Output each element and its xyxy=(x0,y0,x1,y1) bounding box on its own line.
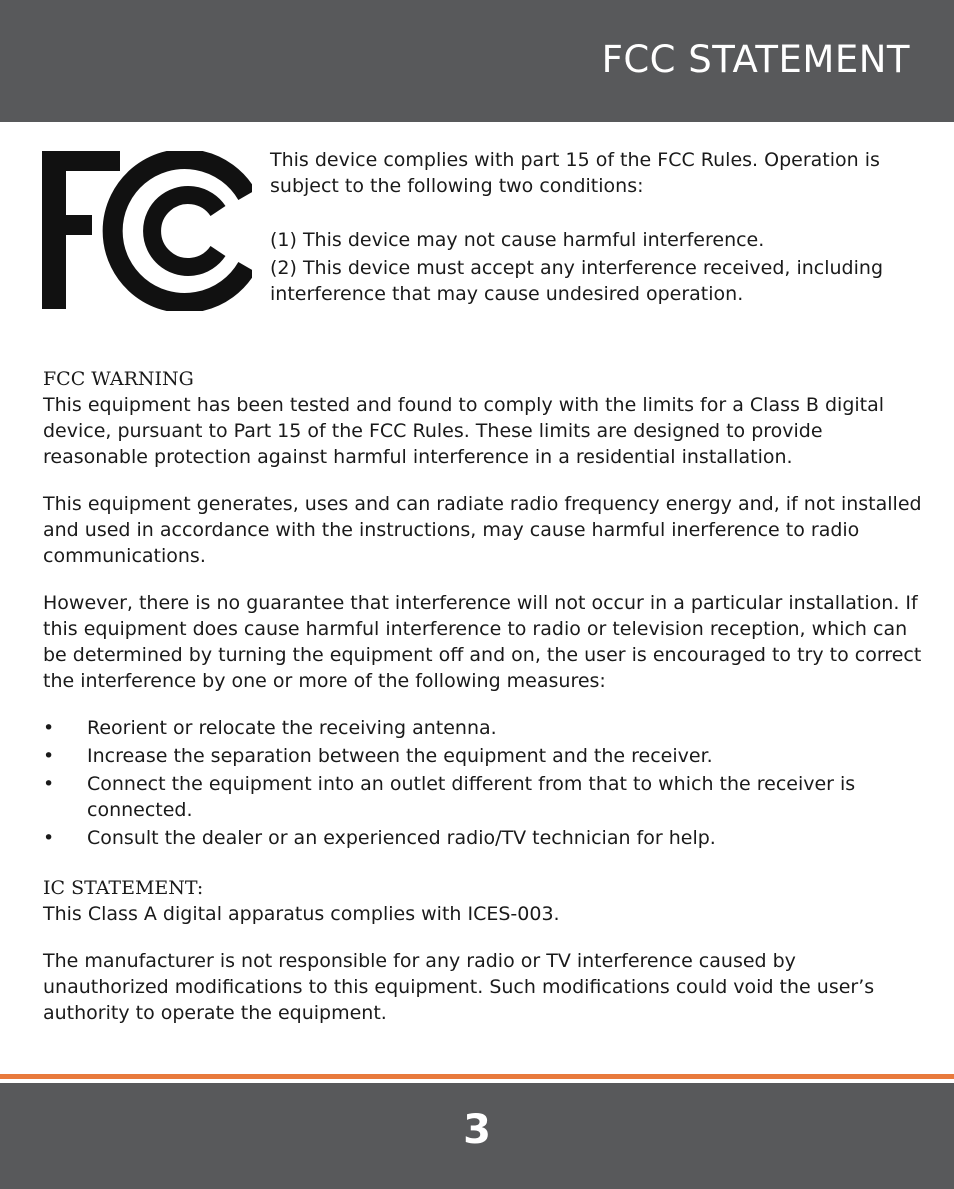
intro-paragraph: This device complies with part 15 of the FCC Rules. Operation is subject to the following two conditions: xyxy=(270,149,880,197)
measures-list xyxy=(43,715,923,851)
list-item: • Consult the dealer or an experienced radio/TV technician for help. xyxy=(43,827,716,849)
bullet-icon: • xyxy=(43,827,55,849)
page-number: 3 xyxy=(463,1107,491,1153)
warning-paragraph-2: This equipment generates, uses and can radiate radio frequency energy and, if not installed and used in accordance with the instructions, may cause harmful inerference to radio communications. xyxy=(43,493,922,567)
ic-paragraph-2: The manufacturer is not responsible for any radio or TV interference caused by unauthorized modifications to this equipment. Such modifications could void the user’s authority to operate the equipment. xyxy=(43,950,875,1024)
bullet-icon: • xyxy=(43,773,55,795)
accent-divider xyxy=(0,1074,954,1079)
list-item: • Connect the equipment into an outlet different from that to which the receiver is connected. xyxy=(43,773,856,821)
warning-paragraph-3: However, there is no guarantee that interference will not occur in a particular installation. If this equipment does cause harmful interference to radio or television reception, which can be determined by turning the equipment off and on, the user is encouraged to try to correct the interference by one or more of the following measures: xyxy=(43,592,922,692)
list-item: • Increase the separation between the equipment and the receiver. xyxy=(43,745,713,767)
page-footer xyxy=(0,1083,954,1189)
ic-statement-heading: IC STATEMENT: xyxy=(43,877,204,899)
bullet-icon: • xyxy=(43,745,55,767)
page-header xyxy=(0,0,954,122)
page-title: FCC STATEMENT xyxy=(601,38,910,81)
main-content xyxy=(43,366,923,1047)
bullet-icon: • xyxy=(43,717,55,739)
list-item: • Reorient or relocate the receiving antenna. xyxy=(43,717,497,739)
fcc-warning-heading: FCC WARNING xyxy=(43,368,194,390)
condition-2: (2) This device must accept any interference received, including interference that may cause undesired operation. xyxy=(270,257,884,305)
condition-1: (1) This device may not cause harmful interference. xyxy=(270,229,765,251)
fcc-logo-icon xyxy=(42,151,252,311)
warning-paragraph-1: This equipment has been tested and found to comply with the limits for a Class B digital device, pursuant to Part 15 of the FCC Rules. These limits are designed to provide reasonable protection against harmful interference in a residential installation. xyxy=(43,394,885,468)
intro-text xyxy=(270,147,930,307)
ic-paragraph-1: This Class A digital apparatus complies with ICES-003. xyxy=(43,903,560,925)
